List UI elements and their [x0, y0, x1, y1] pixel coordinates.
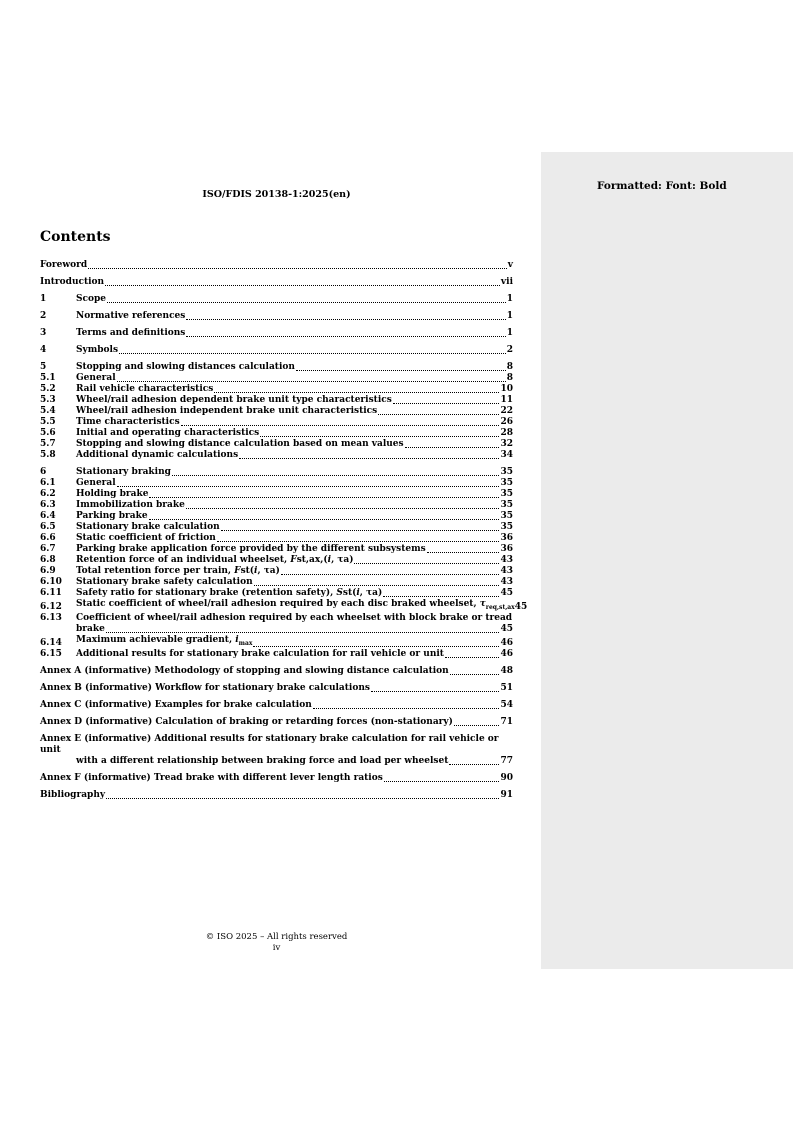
toc-title: Annex F (informative) Tread brake with different lever length ratios — [40, 772, 383, 783]
toc-title-line: brake — [76, 623, 105, 634]
toc-number: 5 — [40, 362, 47, 372]
toc-entry-5-7[interactable] — [40, 439, 513, 450]
toc-title: Rail vehicle characteristics — [76, 384, 214, 394]
toc-entry-annex-d[interactable] — [40, 717, 513, 728]
table-of-contents — [40, 260, 528, 807]
dot-leader — [313, 706, 500, 709]
dot-leader — [393, 401, 500, 404]
toc-page: 46 — [500, 637, 513, 648]
toc-title: Parking brake — [76, 511, 148, 521]
toc-page: 45 — [500, 623, 513, 634]
subscript: max — [238, 639, 253, 647]
toc-title: Stationary brake calculation — [76, 522, 220, 532]
toc-title: Additional results for stationary brake calculation for rail vehicle or unit — [76, 648, 444, 659]
toc-entry-5-1[interactable] — [40, 373, 513, 384]
toc-page: 1 — [506, 311, 513, 321]
title-text: Maximum achievable gradient, — [76, 634, 236, 645]
dot-leader — [186, 506, 500, 509]
dot-leader — [449, 762, 499, 765]
toc-title: Stopping and slowing distance calculation based on mean values — [76, 439, 404, 449]
dot-leader — [253, 644, 499, 647]
toc-title: Annex C (informative) Examples for brake calculation — [40, 699, 312, 710]
toc-entry-introduction[interactable] — [40, 277, 513, 288]
toc-title — [76, 599, 515, 613]
title-text: , τa) — [359, 588, 383, 598]
toc-page: 54 — [500, 699, 513, 710]
toc-title: Stationary brake safety calculation — [76, 577, 253, 587]
toc-entry-annex-b[interactable] — [40, 683, 513, 694]
page-number: iv — [272, 943, 281, 953]
toc-title: Stopping and slowing distances calculation — [76, 362, 295, 372]
toc-number: 5.6 — [40, 428, 56, 438]
toc-page: 43 — [500, 566, 513, 576]
toc-number: 6.4 — [40, 511, 56, 521]
toc-title: Normative references — [76, 311, 186, 321]
toc-entry-5[interactable] — [40, 362, 513, 373]
toc-title: Terms and definitions — [76, 328, 186, 338]
toc-title: Foreword — [40, 260, 88, 270]
dot-leader — [378, 412, 499, 415]
dot-leader — [445, 655, 500, 658]
toc-title: Immobilization brake — [76, 500, 185, 510]
toc-page: 10 — [500, 384, 513, 394]
toc-title: Scope — [76, 294, 107, 304]
toc-entry-6-8[interactable] — [40, 555, 513, 566]
toc-number: 6 — [40, 467, 47, 477]
dot-leader — [214, 390, 499, 393]
toc-page: 36 — [500, 544, 513, 554]
toc-entry-6-2[interactable] — [40, 489, 513, 500]
toc-entry-annex-a[interactable] — [40, 666, 513, 677]
toc-title-line: with a different relationship between braking force and load per wheelset — [76, 755, 449, 766]
title-text: Retention force of an individual wheelset, — [76, 555, 291, 565]
dot-leader — [454, 723, 500, 726]
dot-leader — [107, 300, 506, 303]
dot-leader — [106, 630, 500, 633]
toc-page: 26 — [500, 417, 513, 427]
dot-leader — [217, 539, 500, 542]
toc-title: Additional dynamic calculations — [76, 450, 239, 460]
toc-entry-5-4[interactable] — [40, 406, 513, 417]
toc-page: 43 — [500, 555, 513, 565]
toc-title: General — [76, 373, 116, 383]
toc-entry-2[interactable] — [40, 311, 513, 322]
contents-heading: Contents — [40, 229, 111, 245]
toc-page: 35 — [500, 467, 513, 477]
toc-page: 1 — [506, 294, 513, 304]
title-text: , τa) — [331, 555, 354, 565]
toc-number: 5.4 — [40, 406, 56, 416]
toc-number: 5.1 — [40, 373, 56, 383]
toc-page: vii — [500, 277, 513, 287]
dot-leader — [186, 317, 505, 320]
toc-title-line: Annex E (informative) Additional results for stationary brake calculation for rail vehicle or unit — [40, 733, 499, 755]
dot-leader — [450, 672, 500, 675]
toc-number: 3 — [40, 328, 47, 338]
dot-leader — [186, 334, 505, 337]
toc-number: 5.8 — [40, 450, 56, 460]
toc-page: 1 — [506, 328, 513, 338]
dot-leader — [371, 689, 500, 692]
toc-number: 6.12 — [40, 601, 62, 612]
toc-number: 6.11 — [40, 588, 62, 598]
dot-leader — [149, 495, 499, 498]
symbol: i — [327, 555, 332, 565]
toc-entry-6-13[interactable] — [40, 613, 513, 635]
title-text: Safety ratio for stationary brake (retention safety), — [76, 588, 337, 598]
toc-entry-6-7[interactable] — [40, 544, 513, 555]
toc-entry-foreword[interactable] — [40, 260, 513, 271]
toc-page: 34 — [500, 450, 513, 460]
toc-title: Introduction — [40, 277, 105, 287]
title-text: st,ax,( — [296, 555, 328, 565]
toc-page: 43 — [500, 577, 513, 587]
toc-number: 6.15 — [40, 648, 62, 659]
toc-number: 6.3 — [40, 500, 56, 510]
toc-page: 2 — [506, 345, 513, 355]
comment-label: Formatted: Font: Bold — [597, 180, 727, 192]
dot-leader — [383, 594, 499, 597]
dot-leader — [296, 368, 506, 371]
dot-leader — [88, 266, 507, 269]
dot-leader — [172, 473, 500, 476]
title-text: Total retention force per train, — [76, 566, 235, 576]
toc-title: Wheel/rail adhesion dependent brake unit type characteristics — [76, 395, 392, 405]
toc-entry-6-3[interactable] — [40, 500, 513, 511]
symbol: S — [336, 588, 343, 598]
toc-page: 8 — [506, 373, 513, 383]
symbol: i — [235, 634, 239, 645]
toc-number: 6.5 — [40, 522, 56, 532]
toc-page: 11 — [500, 395, 513, 405]
toc-page: 22 — [500, 406, 513, 416]
toc-number: 6.14 — [40, 637, 62, 648]
toc-title: Bibliography — [40, 789, 106, 800]
toc-number: 6.9 — [40, 566, 56, 576]
toc-title: Parking brake application force provided by the different subsystems — [76, 544, 426, 554]
comment-pane — [541, 152, 793, 969]
dot-leader — [427, 550, 500, 553]
toc-page: v — [507, 260, 513, 270]
dot-leader — [260, 434, 499, 437]
toc-number: 5.2 — [40, 384, 56, 394]
toc-title: Stationary braking — [76, 467, 171, 477]
title-text: , τa) — [257, 566, 280, 576]
toc-entry-6-1[interactable] — [40, 478, 513, 489]
toc-title: Annex D (informative) Calculation of braking or retarding forces (non-stationary) — [40, 716, 453, 727]
toc-number: 5.5 — [40, 417, 56, 427]
toc-entry-6-15[interactable] — [40, 649, 513, 660]
toc-title: General — [76, 478, 116, 488]
toc-entry-4[interactable] — [40, 345, 513, 356]
toc-entry-3[interactable] — [40, 328, 513, 339]
title-text: st( — [342, 588, 357, 598]
dot-leader — [281, 572, 500, 575]
toc-page: 28 — [500, 428, 513, 438]
title-text: Static coefficient of wheel/rail adhesion required by each disc braked wheelset, — [76, 599, 480, 609]
dot-leader — [181, 423, 500, 426]
dot-leader — [106, 796, 499, 799]
toc-entry-5-2[interactable] — [40, 384, 513, 395]
toc-page: 77 — [500, 755, 513, 766]
toc-page: 45 — [514, 601, 528, 612]
toc-entry-6-5[interactable] — [40, 522, 513, 533]
toc-page: 90 — [500, 772, 513, 783]
toc-entry-annex-f[interactable] — [40, 773, 513, 784]
dot-leader — [254, 583, 500, 586]
toc-title — [76, 555, 353, 566]
toc-entry-6-6[interactable] — [40, 533, 513, 544]
toc-entry-6-14[interactable] — [40, 635, 513, 649]
dot-leader — [221, 528, 500, 531]
dot-leader — [405, 445, 500, 448]
symbol: F — [290, 555, 297, 565]
toc-page: 8 — [506, 362, 513, 372]
dot-leader — [117, 379, 506, 382]
toc-page: 71 — [500, 716, 513, 727]
toc-entry-1[interactable] — [40, 294, 513, 305]
toc-number: 6.10 — [40, 577, 62, 587]
toc-number: 6.8 — [40, 555, 56, 565]
page-footer — [40, 932, 513, 954]
toc-entry-5-6[interactable] — [40, 428, 513, 439]
toc-number: 6.6 — [40, 533, 56, 543]
toc-number: 6.13 — [40, 612, 62, 623]
toc-title: Annex A (informative) Methodology of stopping and slowing distance calculation — [40, 665, 449, 676]
toc-entry-6-10[interactable] — [40, 577, 513, 588]
toc-number: 5.7 — [40, 439, 56, 449]
toc-title: Symbols — [76, 345, 119, 355]
toc-entry-6-12[interactable] — [40, 599, 528, 613]
toc-title: Annex B (informative) Workflow for stationary brake calculations — [40, 682, 370, 693]
toc-number: 6.1 — [40, 478, 56, 488]
toc-entry-6-11[interactable] — [40, 588, 513, 599]
toc-page: 35 — [500, 489, 513, 499]
subscript: req,st,ax — [485, 603, 515, 611]
toc-entry-5-5[interactable] — [40, 417, 513, 428]
symbol: i — [356, 588, 360, 598]
toc-page: 48 — [500, 665, 513, 676]
dot-leader — [354, 561, 499, 564]
toc-number: 6.7 — [40, 544, 56, 554]
toc-page: 35 — [500, 511, 513, 521]
toc-entry-5-3[interactable] — [40, 395, 513, 406]
toc-page: 46 — [500, 648, 513, 659]
dot-leader — [119, 351, 506, 354]
dot-leader — [384, 779, 500, 782]
toc-number: 5.3 — [40, 395, 56, 405]
document-header: ISO/FDIS 20138-1:2025(en) — [202, 189, 351, 200]
symbol: i — [254, 566, 258, 576]
toc-title — [76, 635, 252, 649]
toc-page: 91 — [500, 789, 513, 800]
toc-title — [76, 566, 280, 577]
dot-leader — [105, 283, 500, 286]
toc-number: 4 — [40, 345, 47, 355]
toc-entry-bibliography[interactable] — [40, 790, 513, 801]
toc-page: 51 — [500, 682, 513, 693]
toc-title: Static coefficient of friction — [76, 533, 216, 543]
toc-title: Wheel/rail adhesion independent brake unit characteristics — [76, 406, 378, 416]
toc-page: 45 — [500, 588, 513, 598]
toc-entry-6-4[interactable] — [40, 511, 513, 522]
toc-page: 32 — [500, 439, 513, 449]
copyright-notice: © ISO 2025 – All rights reserved — [205, 932, 348, 942]
title-text: st( — [240, 566, 255, 576]
toc-page: 35 — [500, 500, 513, 510]
symbol: τ — [479, 599, 486, 609]
toc-title: Time characteristics — [76, 417, 180, 427]
toc-entry-5-8[interactable] — [40, 450, 513, 461]
toc-page: 35 — [500, 522, 513, 532]
dot-leader — [239, 456, 499, 459]
toc-entry-6-9[interactable] — [40, 566, 513, 577]
symbol: F — [234, 566, 241, 576]
toc-number: 2 — [40, 311, 47, 321]
toc-number: 6.2 — [40, 489, 56, 499]
toc-entry-annex-e[interactable] — [40, 734, 513, 767]
dot-leader — [117, 484, 500, 487]
toc-title — [76, 588, 382, 599]
toc-title: Initial and operating characteristics — [76, 428, 260, 438]
dot-leader — [149, 517, 500, 520]
toc-page: 35 — [500, 478, 513, 488]
toc-number: 1 — [40, 294, 47, 304]
toc-page: 36 — [500, 533, 513, 543]
toc-entry-6[interactable] — [40, 467, 513, 478]
toc-entry-annex-c[interactable] — [40, 700, 513, 711]
toc-title: Holding brake — [76, 489, 149, 499]
toc-title-line: Coefficient of wheel/rail adhesion required by each wheelset with block brake or tread — [76, 612, 513, 623]
